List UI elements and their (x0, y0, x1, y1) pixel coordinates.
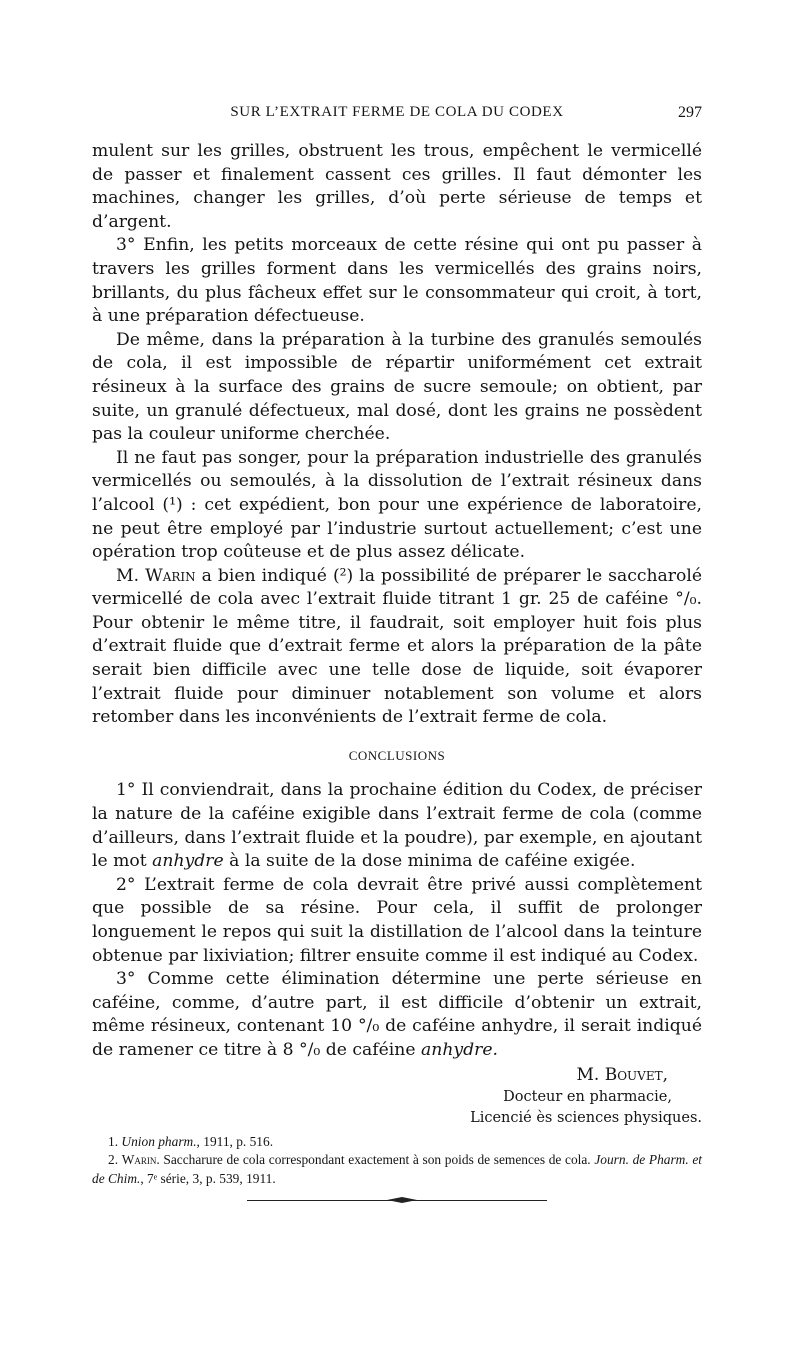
paragraph-4: Il ne faut pas songer, pour la préparation industrielle des granulés vermicellés ou semoulés, à la dissolution de l’extrait résineux dans l’alcool (¹) : cet expédient, bon pour une expérience de laboratoire, ne peut être employé par l’industrie surtout actuellement; c’est une opération trop coûteuse et de plus assez délicate. (92, 447, 702, 563)
conclusion-1-end: à la suite de la dose minima de caféine exigée. (229, 851, 636, 872)
footnote-2-ref: , 7ᵉ série, 3, p. 539, 1911. (140, 1170, 276, 1186)
diamond-ornament-icon (387, 1197, 417, 1203)
footnote-2-author: Warin. (121, 1152, 160, 1168)
paragraph-1: mulent sur les grilles, obstruent les trous, empêchent le vermicellé de passer et finalement cassent ces grilles. Il faut démonter les machines, changer les grilles, d’où perte sérieuse de temps et d’argent. (92, 141, 702, 232)
paragraph-3: De même, dans la préparation à la turbine des granulés semoulés de cola, il est impossible de répartir uniformément cet extrait résineux à la surface des grains de sucre semoule; on obtient, par suite, un granulé défectueux, mal dosé, dont les grains ne possèdent pas la couleur uniforme cherchée. (92, 329, 702, 445)
conclusion-3-italic: anhydre. (421, 1039, 498, 1060)
paragraph-5 (92, 565, 702, 730)
signature-title-2: Licencié ès sciences physiques. (470, 1109, 702, 1126)
running-title: SUR L’EXTRAIT FERME DE COLA DU CODEX (230, 104, 564, 120)
body-text (92, 140, 702, 1206)
conclusions-heading: CONCLUSIONS (348, 747, 446, 763)
end-rule-ornament (247, 1196, 547, 1206)
page-number: 297 (678, 104, 702, 121)
footnote-2 (92, 1151, 702, 1188)
footnote-1 (92, 1133, 702, 1152)
signature-block (92, 1063, 702, 1129)
signature-name: Bouvet, (604, 1064, 668, 1085)
signature-prefix: M. (576, 1064, 600, 1085)
author-name-warin: Warin (145, 565, 196, 586)
footnote-1-number: 1. (108, 1133, 119, 1149)
conclusion-1-italic: anhydre (152, 851, 224, 872)
footnote-2-text: Saccharure de cola correspondant exactement à son poids de semences de cola. (163, 1152, 591, 1168)
footnote-1-ref: , 1911, p. 516. (196, 1133, 274, 1149)
conclusion-1 (92, 779, 702, 873)
footnote-2-journal: Journ. de Pharm. et de Chim. (92, 1152, 703, 1186)
conclusion-3-text: 3° Comme cette élimination détermine une perte sérieuse en caféine, comme, d’autre part, il est difficile d’obtenir un extrait, même résineux, contenant 10 °/₀ de caféine anhydre, il serait indiqué de ramener ce titre à 8 °/₀ de caféine (92, 969, 702, 1060)
running-header (92, 104, 702, 124)
signature-title-1: Docteur en pharmacie, (503, 1088, 672, 1105)
paragraph-2: 3° Enfin, les petits morceaux de cette résine qui ont pu passer à travers les grilles forment dans les vermicellés des grains noirs, brillants, du plus fâcheux effet sur le consommateur qui croit, à tort, à une préparation défectueuse. (92, 235, 702, 327)
conclusion-2: 2° L’extrait ferme de cola devrait être privé aussi complètement que possible de sa résine. Pour cela, il suffit de prolonger longuement le repos qui suit la distillation de l’alcool dans la teinture obtenue par lixiviation; filtrer ensuite comme il est indiqué au Codex. (92, 874, 702, 966)
conclusion-3 (92, 968, 702, 1062)
paragraph-5-prefix: M. (116, 565, 140, 586)
footnote-1-journal: Union pharm. (121, 1133, 197, 1149)
footnote-2-number: 2. (108, 1152, 119, 1168)
paragraph-5-text: a bien indiqué (²) la possibilité de préparer le saccharolé vermicellé de cola avec l’extrait fluide titrant 1 gr. 25 de caféine °/₀. Pour obtenir le même titre, il faudrait, soit employer huit fois plus d’extrait fluide que d’extrait ferme et alors la préparation de la pâte serait bien difficile avec une telle dose de liquide, soit évaporer l’extrait fluide pour diminuer notablement son volume et alors retomber dans les inconvénients de l’extrait ferme de cola. (92, 565, 702, 728)
conclusion-1-text: 1° Il conviendrait, dans la prochaine édition du Codex, de préciser la nature de la caféine exigible dans l’extrait ferme de cola (comme d’ailleurs, dans l’extrait fluide et la poudre), par exemple, en ajoutant le mot (92, 780, 702, 872)
footnotes (92, 1133, 702, 1189)
author-signature (92, 1063, 668, 1087)
